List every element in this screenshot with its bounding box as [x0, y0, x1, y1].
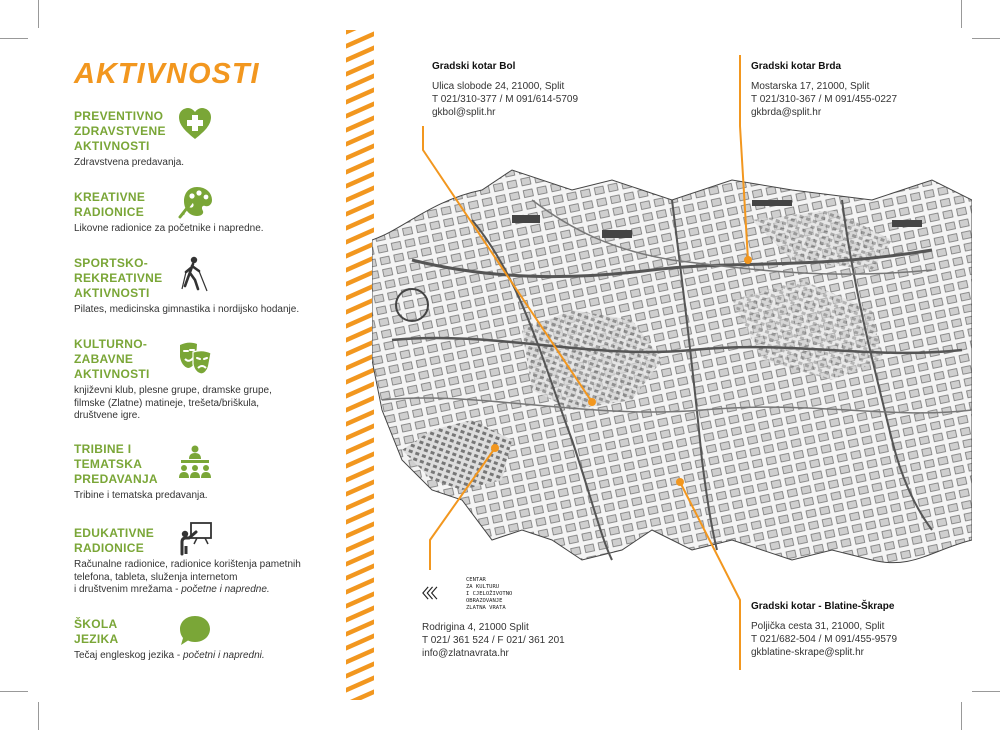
- palette-icon: [177, 183, 213, 219]
- office-email[interactable]: gkbrda@split.hr: [751, 107, 822, 118]
- crop-mark: [961, 702, 962, 730]
- office-phone: T 021/310-367 / M 091/455-0227: [751, 94, 898, 105]
- office-phone: T 021/682-504 / M 091/455-9579: [751, 634, 898, 645]
- activity-description: Pilates, medicinska gimnastika i nordijsko hodanje.: [74, 304, 300, 315]
- office-name: Gradski kotar Brda: [751, 61, 842, 72]
- presentation-icon: [177, 520, 213, 556]
- office-address: Mostarska 17, 21000, Split: [751, 81, 870, 92]
- office-brda: [751, 60, 897, 119]
- activity-title: KULTURNO- ZABAVNE AKTIVNOSTI: [74, 337, 150, 381]
- crop-mark: [961, 0, 962, 28]
- zlatna-vrata-logo: [422, 576, 466, 610]
- activity-title: PREVENTIVNO ZDRAVSTVENE AKTIVNOSTI: [74, 109, 166, 153]
- nordic-walking-icon: [177, 256, 213, 292]
- office-centar: [422, 621, 565, 660]
- crop-mark: [38, 0, 39, 28]
- activity-title: EDUKATIVNE RADIONICE: [74, 526, 155, 555]
- audience-icon: [177, 444, 213, 480]
- activity-description: književni klub, plesne grupe, dramske grupe, filmske (Zlatne) matineje, trešeta/briškula, društvene igre.: [74, 385, 272, 421]
- crop-mark: [0, 691, 28, 692]
- office-email[interactable]: gkblatine-skrape@split.hr: [751, 647, 864, 658]
- office-phone: T 021/ 361 524 / F 021/ 361 201: [422, 635, 565, 646]
- crop-mark: [0, 38, 28, 39]
- activity-title: KREATIVNE RADIONICE: [74, 190, 146, 219]
- activity-title: ŠKOLA JEZIKA: [74, 617, 119, 646]
- office-address: Poljička cesta 31, 21000, Split: [751, 621, 885, 632]
- page-title: AKTIVNOSTI: [74, 58, 260, 90]
- crop-mark: [972, 38, 1000, 39]
- decorative-stripe: [346, 30, 374, 700]
- activity-description: Tečaj engleskog jezika - početni i napredni.: [74, 650, 265, 661]
- office-email[interactable]: gkbol@split.hr: [432, 107, 496, 118]
- crop-mark: [38, 702, 39, 730]
- office-phone: T 021/310-377 / M 091/614-5709: [432, 94, 579, 105]
- office-email[interactable]: info@zlatnavrata.hr: [422, 648, 509, 659]
- city-map: [372, 160, 972, 590]
- activity-description: Tribine i tematska predavanja.: [74, 490, 208, 501]
- office-blatine-skrape: [751, 600, 897, 659]
- office-address: Rodrigina 4, 21000 Split: [422, 622, 529, 633]
- activity-description: Zdravstvena predavanja.: [74, 157, 185, 168]
- office-bol: [432, 60, 578, 119]
- office-address: Ulica slobode 24, 21000, Split: [432, 81, 565, 92]
- activity-title: TRIBINE I TEMATSKA PREDAVANJA: [74, 442, 158, 486]
- office-name: Gradski kotar Bol: [432, 61, 516, 72]
- activity-description: Likovne radionice za početnike i napredne.: [74, 223, 264, 234]
- logo-text: CENTAR ZA KULTURU I CJELOŽIVOTNO OBRAZOVANJE ZLATNA VRATA: [466, 577, 513, 611]
- activity-description: Računalne radionice, radionice korištenja pametnih telefona, tableta, služenja internetom i društvenim mrežama - početne i napredne.: [74, 559, 301, 595]
- theater-masks-icon: [177, 340, 213, 376]
- office-name: Gradski kotar - Blatine-Škrape: [751, 601, 895, 612]
- activity-title: SPORTSKO- REKREATIVNE AKTIVNOSTI: [74, 256, 163, 300]
- speech-bubble-icon: [177, 613, 213, 649]
- crop-mark: [972, 691, 1000, 692]
- heart-cross-icon: [177, 106, 213, 142]
